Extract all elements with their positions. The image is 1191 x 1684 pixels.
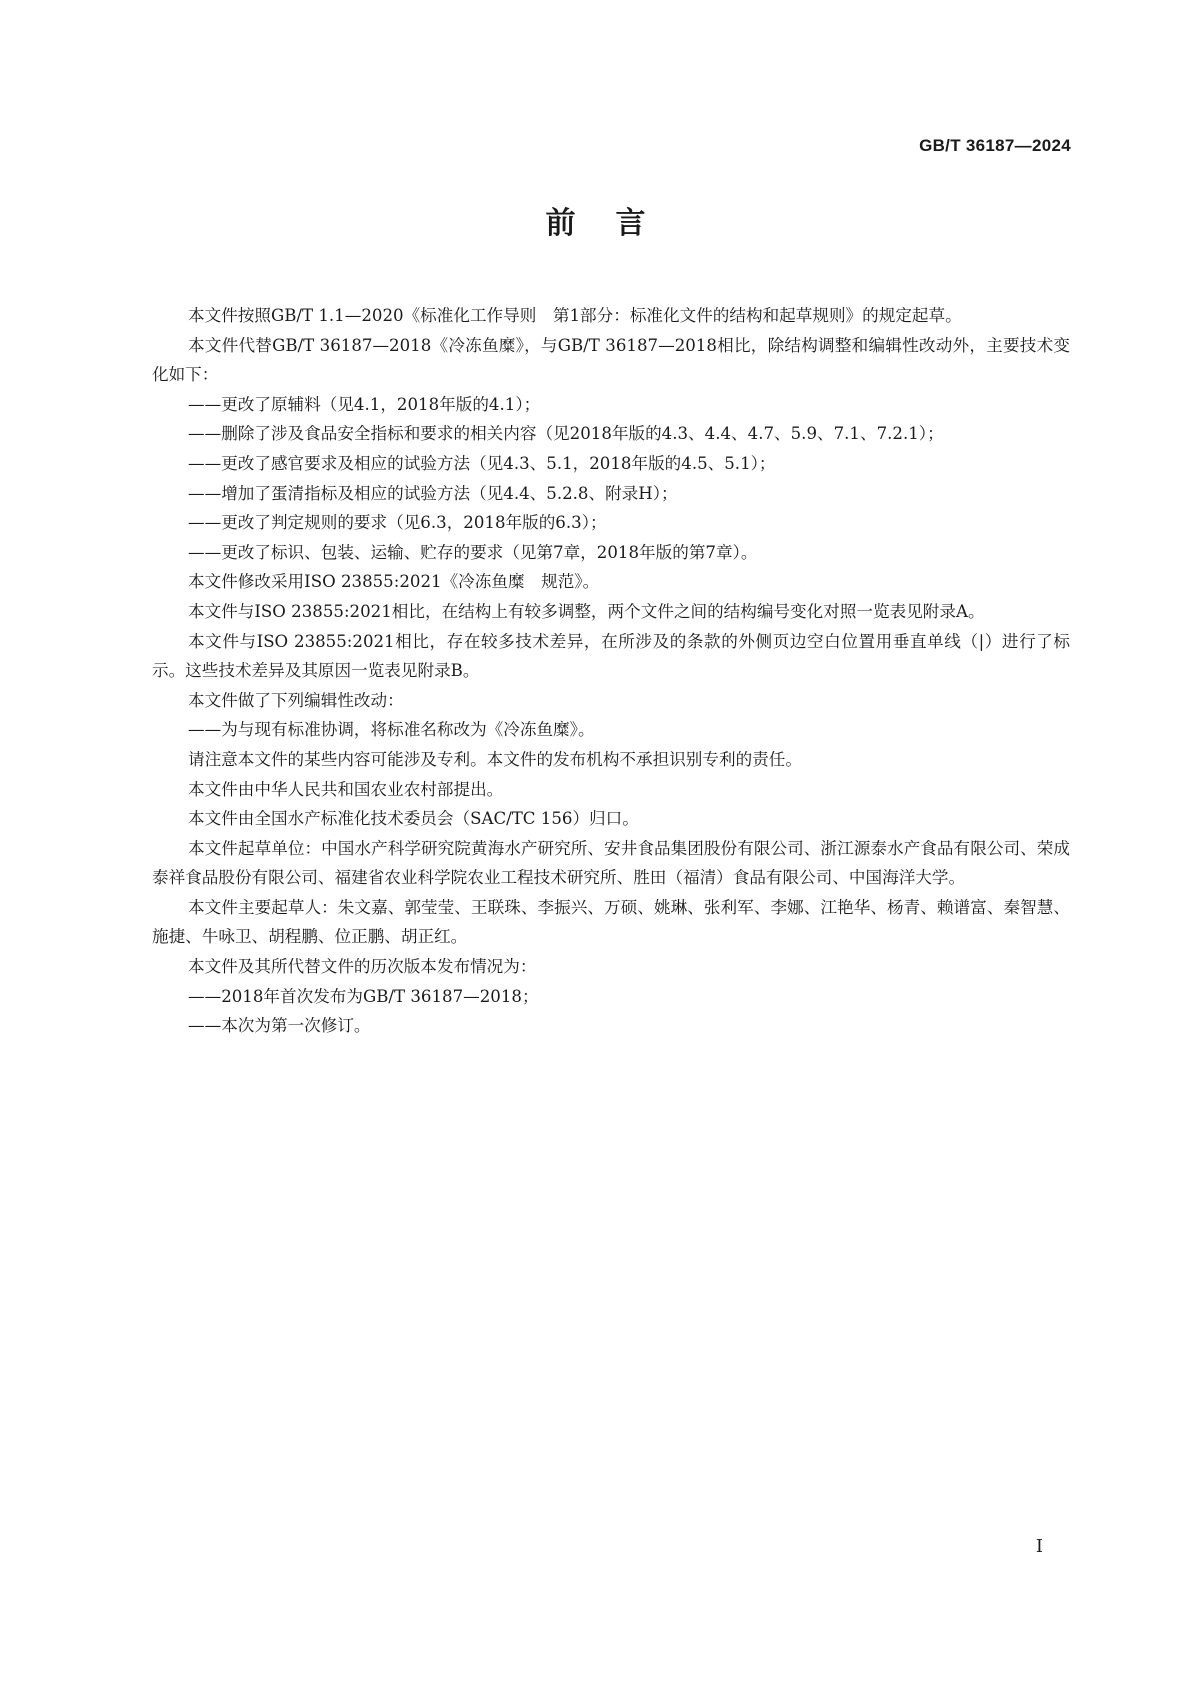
paragraph-structure: 本文件与ISO 23855:2021相比，在结构上有较多调整，两个文件之间的结构编号变化对照一览表见附录A。 [188, 601, 985, 621]
change-item: ——删除了涉及食品安全指标和要求的相关内容（见2018年版的4.3、4.4、4.7、5.9、7.1、7.2.1）； [188, 424, 944, 444]
paragraph-under-jurisdiction: 本文件由全国水产标准化技术委员会（SAC/TC 156）归口。 [188, 809, 639, 829]
paragraph-editorial: 本文件做了下列编辑性改动： [188, 690, 404, 710]
paragraph-patent: 请注意本文件的某些内容可能涉及专利。本文件的发布机构不承担识别专利的责任。 [188, 749, 802, 769]
standard-code: GB/T 36187—2024 [919, 136, 1071, 155]
change-item: ——增加了蛋清指标及相应的试验方法（见4.4、5.2.8、附录H）； [188, 483, 678, 503]
page-number: I [1035, 1536, 1043, 1557]
paragraph-history: 本文件及其所代替文件的历次版本发布情况为： [188, 957, 537, 977]
history-item: ——本次为第一次修订。 [188, 1016, 371, 1036]
paragraph-proposed-by: 本文件由中华人民共和国农业农村部提出。 [188, 779, 504, 799]
change-item: ——更改了感官要求及相应的试验方法（见4.3、5.1，2018年版的4.5、5.1）； [188, 453, 776, 473]
change-item: ——更改了标识、包装、运输、贮存的要求（见第7章，2018年版的第7章）。 [188, 542, 758, 562]
editorial-item: ——为与现有标准协调，将标准名称改为《冷冻鱼糜》。 [188, 720, 595, 740]
paragraph-drafters: 本文件主要起草人：朱文嘉、郭莹莹、王联珠、李振兴、万硕、姚琳、张利军、李娜、江艳华、杨青、赖谱富、秦智慧、施捷、牛咏卫、胡程鹏、位正鹏、胡正红。 [152, 897, 1070, 947]
change-item: ——更改了原辅料（见4.1，2018年版的4.1）； [188, 394, 541, 414]
paragraph-drafting-rules: 本文件按照GB/T 1.1—2020《标准化工作导则 第1部分：标准化文件的结构和起草规则》的规定起草。 [188, 306, 962, 325]
paragraph-replaces: 本文件代替GB/T 36187—2018《冷冻鱼糜》，与GB/T 36187—2018相比，除结构调整和编辑性改动外，主要技术变化如下： [152, 335, 1070, 385]
paragraph-drafting-units: 本文件起草单位：中国水产科学研究院黄海水产研究所、安井食品集团股份有限公司、浙江源泰水产食品有限公司、荣成泰祥食品股份有限公司、福建省农业科学院农业工程技术研究所、胜田（福清）食品有限公司、中国海洋大学。 [152, 838, 1070, 888]
paragraph-adoption: 本文件修改采用ISO 23855:2021《冷冻鱼糜 规范》。 [188, 572, 600, 592]
change-item: ——更改了判定规则的要求（见6.3，2018年版的6.3）； [188, 513, 607, 533]
paragraph-technical-differences: 本文件与ISO 23855:2021相比，存在较多技术差异，在所涉及的条款的外侧页边空白位置用垂直单线（|）进行了标示。这些技术差异及其原因一览表见附录B。 [152, 631, 1070, 681]
history-item: ——2018年首次发布为GB/T 36187—2018； [188, 986, 539, 1006]
page-title: 前言 [545, 206, 686, 241]
foreword-body [152, 301, 1070, 1041]
